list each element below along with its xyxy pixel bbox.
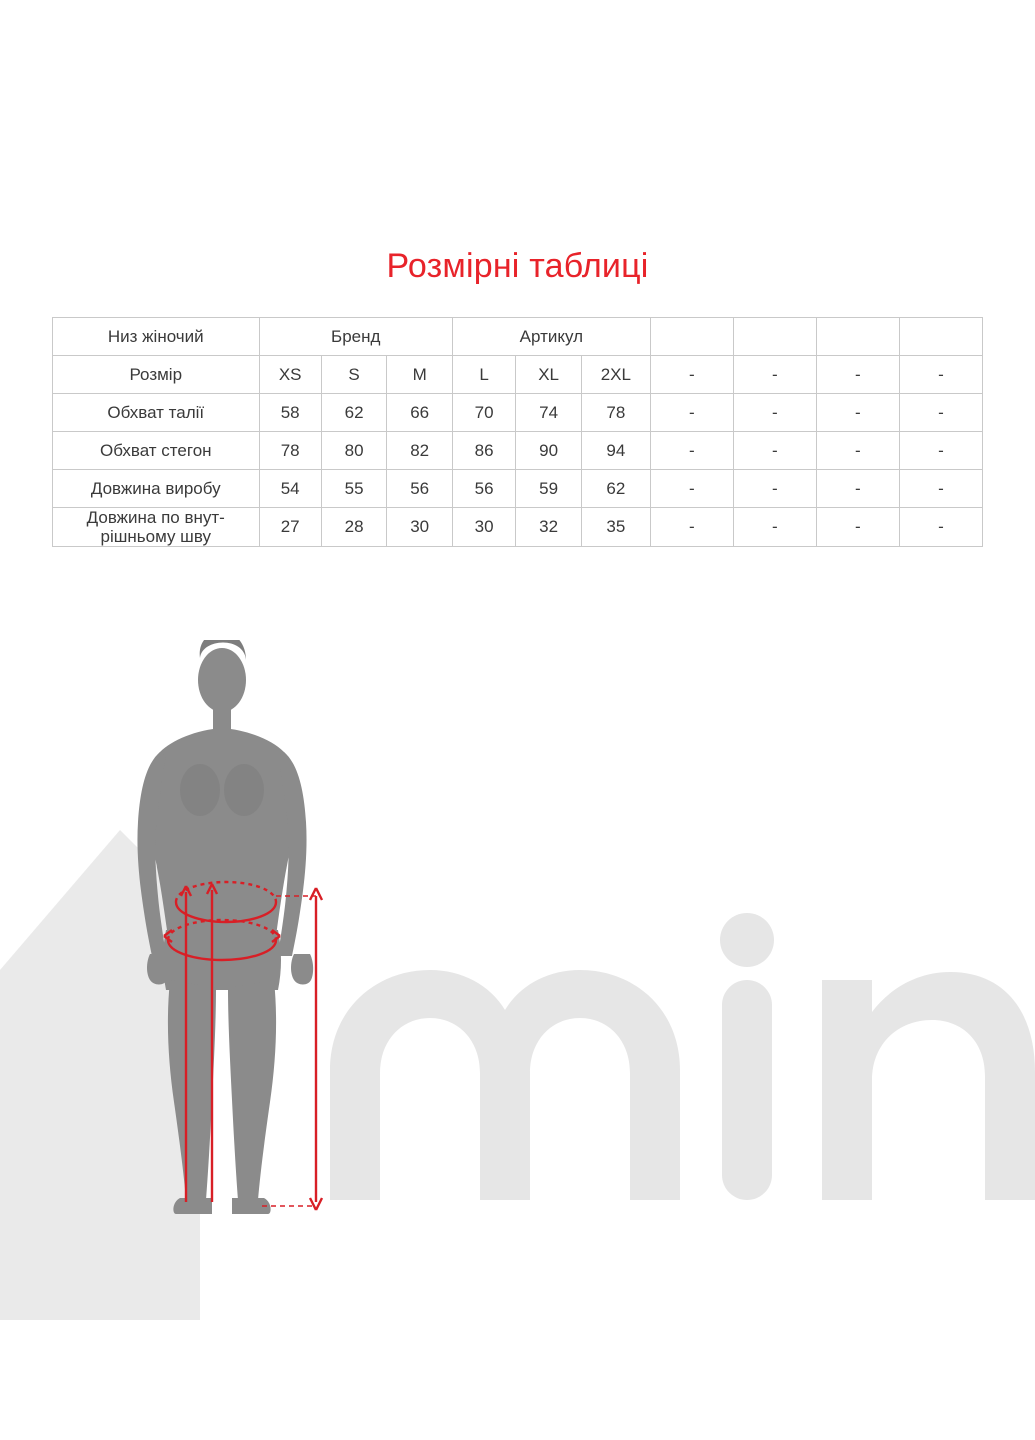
table-cell: 30 (452, 508, 515, 547)
table-cell: 80 (321, 432, 387, 470)
table-cell: - (816, 394, 899, 432)
row-label: Довжина виробу (53, 470, 260, 508)
header-category: Низ жіночий (53, 318, 260, 356)
table-cell: 28 (321, 508, 387, 547)
row-label: Обхват стегон (53, 432, 260, 470)
table-cell: - (733, 508, 816, 547)
header-spacer-3 (816, 318, 899, 356)
size-table-container (52, 317, 983, 547)
table-cell: - (650, 356, 733, 394)
table-cell: 56 (387, 470, 453, 508)
table-cell: - (733, 394, 816, 432)
table-cell: 54 (259, 470, 321, 508)
table-row (53, 508, 983, 547)
table-cell: 55 (321, 470, 387, 508)
table-cell: - (899, 470, 982, 508)
table-cell: 94 (581, 432, 650, 470)
table-cell: - (899, 432, 982, 470)
table-cell: - (733, 432, 816, 470)
table-cell: - (816, 508, 899, 547)
table-cell: 2XL (581, 356, 650, 394)
table-cell: 82 (387, 432, 453, 470)
table-cell: 59 (516, 470, 582, 508)
row-label-line1: Довжина по внут- (86, 508, 225, 527)
table-cell: 78 (581, 394, 650, 432)
page-title: Розмірні таблиці (386, 247, 649, 285)
table-cell: 66 (387, 394, 453, 432)
table-header-row (53, 318, 983, 356)
table-cell: - (899, 394, 982, 432)
header-spacer-4 (899, 318, 982, 356)
header-article: Артикул (452, 318, 650, 356)
table-cell: XS (259, 356, 321, 394)
table-cell: 86 (452, 432, 515, 470)
table-cell: 58 (259, 394, 321, 432)
row-label (53, 508, 260, 547)
table-cell: 78 (259, 432, 321, 470)
table-cell: - (733, 470, 816, 508)
table-cell: - (650, 394, 733, 432)
table-cell: 62 (581, 470, 650, 508)
table-row (53, 470, 983, 508)
table-cell: - (650, 508, 733, 547)
table-cell: - (650, 470, 733, 508)
row-label-line2: рішньому шву (100, 527, 211, 547)
table-cell: M (387, 356, 453, 394)
watermark-logo (330, 913, 1035, 1200)
table-cell: 56 (452, 470, 515, 508)
table-cell: - (899, 508, 982, 547)
table-cell: - (816, 432, 899, 470)
table-cell: 90 (516, 432, 582, 470)
table-cell: - (816, 356, 899, 394)
table-row (53, 432, 983, 470)
header-spacer-2 (733, 318, 816, 356)
table-row (53, 356, 983, 394)
table-cell: - (899, 356, 982, 394)
row-label: Розмір (53, 356, 260, 394)
table-cell: 27 (259, 508, 321, 547)
table-cell: - (733, 356, 816, 394)
table-row (53, 394, 983, 432)
table-cell: 35 (581, 508, 650, 547)
header-brand: Бренд (259, 318, 452, 356)
row-label: Обхват талії (53, 394, 260, 432)
size-chart-table (52, 317, 983, 547)
table-cell: XL (516, 356, 582, 394)
table-cell: S (321, 356, 387, 394)
table-cell: 74 (516, 394, 582, 432)
header-spacer-1 (650, 318, 733, 356)
table-cell: 32 (516, 508, 582, 547)
size-guide-illustration (0, 640, 1035, 1320)
table-cell: L (452, 356, 515, 394)
table-cell: 70 (452, 394, 515, 432)
table-cell: 30 (387, 508, 453, 547)
table-cell: - (816, 470, 899, 508)
table-cell: 62 (321, 394, 387, 432)
table-cell: - (650, 432, 733, 470)
